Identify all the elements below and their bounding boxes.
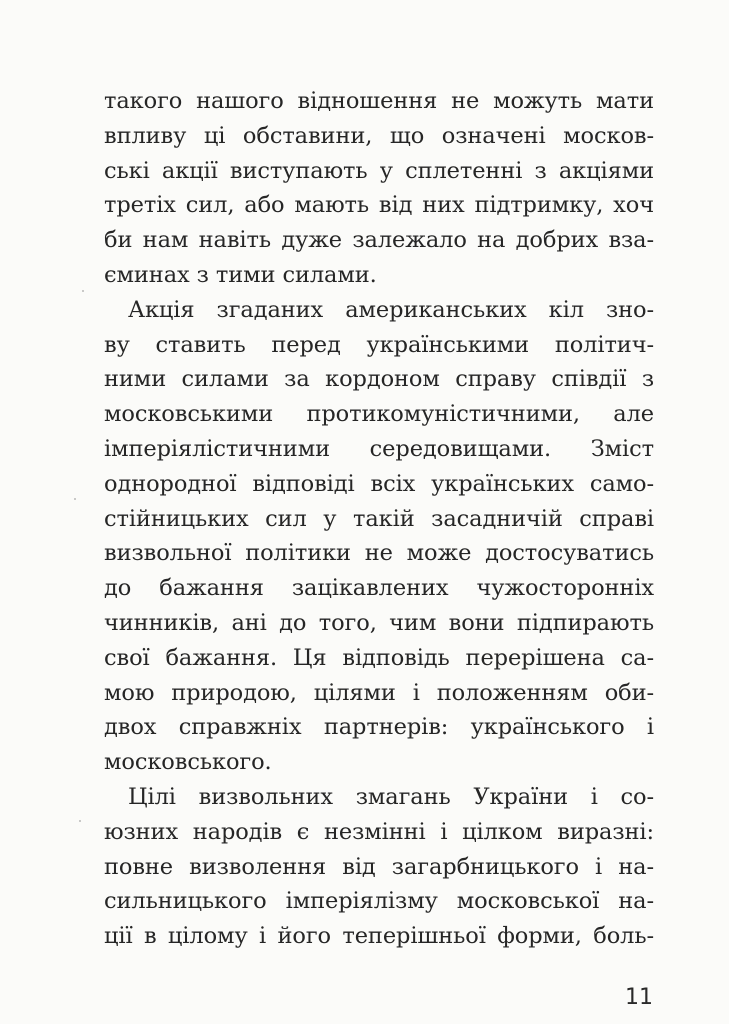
text-line: Цілі визвольних змагань України і со- <box>128 783 654 810</box>
text-line: свої бажання. Ця відповідь перерішена са- <box>104 644 654 671</box>
text-line: стійницьких сил у такій засадничій справі <box>104 505 654 532</box>
text-line: московського. <box>104 749 272 776</box>
text-line: третіх сил, або мають від них підтримку, хоч <box>104 192 654 219</box>
text-line: єминах з тими силами. <box>104 261 377 288</box>
text-line: сильницького імперіялізму московської на- <box>104 888 654 915</box>
scan-speck <box>74 498 76 500</box>
scan-speck <box>79 820 81 822</box>
text-line: чинників, ані до того, чим вони підпирають <box>104 609 654 636</box>
text-line: ції в цілому і його теперішньої форми, боль- <box>104 923 654 950</box>
text-line: впливу ці обставини, що означені москов- <box>104 122 654 149</box>
text-line: повне визволення від загарбницького і на- <box>104 853 654 880</box>
scan-speck <box>82 290 84 292</box>
text-line: визвольної політики не може достосуватись <box>104 540 654 567</box>
text-line: московськими протикомуністичними, але <box>104 401 654 428</box>
text-line: такого нашого відношення не можуть мати <box>104 88 654 114</box>
text-line: імперіялістичними середовищами. Зміст <box>104 435 654 462</box>
text-line: ву ставить перед українськими політич- <box>104 331 654 358</box>
text-line: ські акції виступають у сплетенні з акціями <box>104 157 654 184</box>
text-line: до бажання зацікавлених чужосторонніх <box>104 575 654 602</box>
text-line: однородної відповіді всіх українських само- <box>104 470 654 497</box>
text-line: двох справжніх партнерів: українського і <box>104 714 654 741</box>
page-number: 11 <box>625 985 653 1010</box>
body-text <box>104 84 654 954</box>
text-line: би нам навіть дуже залежало на добрих вза- <box>104 227 654 254</box>
text-line: мою природою, цілями і положенням оби- <box>104 679 654 706</box>
text-line: юзних народів є незмінні і цілком виразні: <box>104 818 654 845</box>
text-line: ними силами за кордоном справу співдії з <box>104 366 654 393</box>
text-line: Акція згаданих американських кіл зно- <box>128 296 654 323</box>
